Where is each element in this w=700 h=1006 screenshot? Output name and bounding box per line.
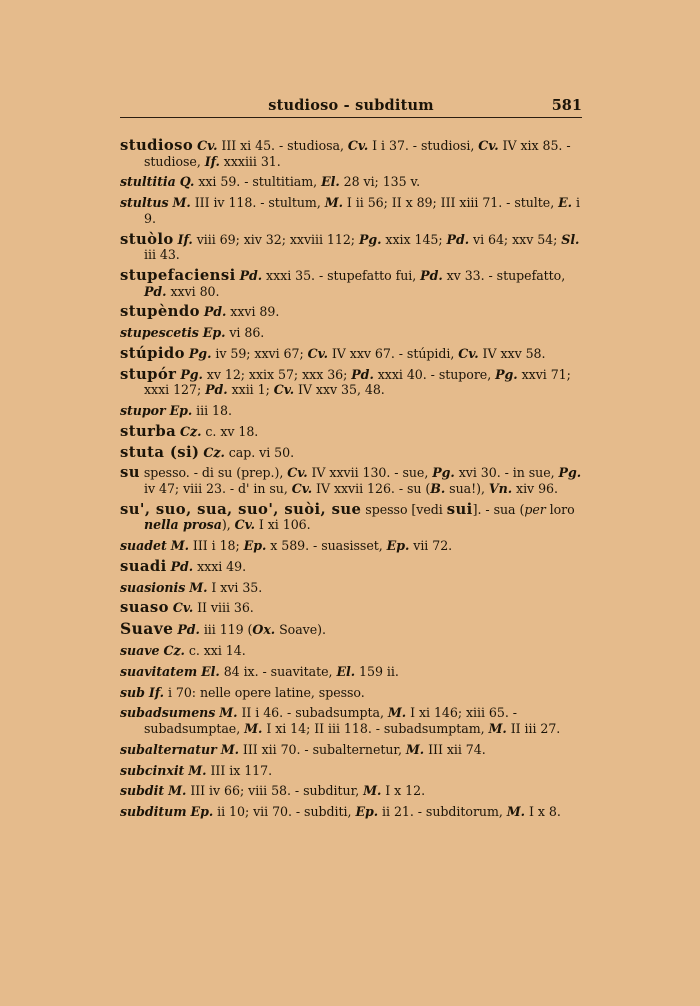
entry-text: Pd. [170,558,194,574]
entry-text: Cv. [478,138,499,153]
entry-text: Vn. [488,480,513,496]
entry-text: Pd. [446,231,470,247]
entry-text: Q. [179,174,195,190]
entry-text: B. [430,480,446,496]
entry-headword: sub [120,684,145,700]
entry-text: M. [488,720,507,736]
entry-text: spesso [vedi [361,501,447,517]
entry-text: Pg. [432,465,455,481]
entry-text: Soave). [275,622,326,638]
dictionary-entry [120,174,582,190]
entry-text: Ep. [169,403,193,418]
entry-text: 84 ix. - suavitate, [219,663,337,679]
entry-headword: stuta (si) [120,443,200,461]
entry-text: viii 69; xiv 32; xxviii 112; [192,231,359,247]
entry-text: 159 ii. [355,663,399,679]
entry-text: spesso. - di su (prep.), [139,465,288,481]
dictionary-entry [120,763,582,779]
entry-headword: stupefaciensi [120,266,236,284]
dictionary-entry [120,138,582,169]
entry-text: Cv. [458,345,479,361]
running-header [120,97,582,118]
entry-text: iii 18. [192,403,232,418]
dictionary-entry [120,621,582,638]
entry-text: sui [446,500,473,518]
entry-text: ii 10; vii 70. - subditi, [213,804,356,820]
dictionary-entry [120,685,582,701]
entry-text: per [524,501,546,517]
entry-text: Cz. [203,444,225,460]
entry-text: If. [204,153,220,169]
entry-text: I ii 56; II x 89; III xiii 71. - stulte, [342,195,559,211]
dictionary-entry [120,643,582,659]
entry-text: Ep. [190,804,214,820]
entry-text: Pg. [358,231,382,247]
entry-headword: subcinxit [120,762,185,778]
entry-text: E. [558,195,572,211]
dictionary-entry [120,424,582,440]
entry-text: I xvi 35. [207,579,263,595]
entry-text: I xi 106. [254,517,311,533]
entry-text: I x 12. [381,783,426,799]
dictionary-entry [120,232,582,263]
entry-text: IV xxvii 126. - su ( [312,480,431,496]
entry-text: Ep. [355,804,379,820]
entry-text: Pg. [180,366,203,382]
entry-headword: Suave [120,619,174,639]
entry-text: Cv. [291,480,313,496]
entry-text: M. [188,762,207,778]
entry-text: IV xxv 35, 48. [294,382,385,398]
entry-headword: stupescetis [120,325,199,341]
entry-text: Ox. [252,622,276,638]
entry-text: cap. vi 50. [224,444,295,460]
dictionary-entry [120,580,582,596]
entry-text: Pd. [205,382,228,398]
entry-text: vi 86. [225,325,265,341]
entry-headword: subdit [120,783,165,799]
entry-headword: stupór [120,365,177,383]
entry-text: iii 119 ( [199,622,253,638]
entry-headword: suasionis [120,579,186,595]
entry-text: i 70: nelle opere latine, spesso. [163,684,365,700]
entry-text: xxxi 49. [193,558,247,574]
entry-text: I x 8. [525,804,561,820]
entry-text: M. [189,579,208,595]
entry-text: Cz. [180,423,202,439]
entry-headword: stúpido [120,344,185,362]
entry-text: Sl. [561,231,580,247]
entry-text: M. [219,705,238,721]
entry-text: M. [363,783,382,799]
dictionary-entry [120,538,582,554]
entry-text: IV xxv 67. - stúpidi, [327,345,459,361]
entry-text: Cv. [234,517,255,533]
entry-text: ]. - sua ( [472,501,525,517]
entry-text: III ix 117. [206,762,273,778]
dictionary-entry [120,445,582,461]
entry-text: M. [506,804,526,820]
entry-text: M. [168,783,187,799]
entry-text: xv 12; xxix 57; xxx 36; [202,366,352,382]
entry-text: II iii 27. [506,720,561,736]
entry-headword: stultus [120,195,169,211]
entry-text: Cv. [347,138,369,153]
dictionary-entry [120,268,582,299]
dictionary-entry [120,325,582,341]
entry-text: c. xxi 14. [184,643,246,658]
entry-text: Pg. [558,465,582,481]
entry-text: II i 46. - subadsumpta, [237,705,388,721]
entry-text: xxxiii 31. [219,153,281,169]
entry-text: vii 72. [409,538,453,554]
entry-text: II viii 36. [193,600,254,616]
entry-text: Pd. [239,267,263,283]
entry-headword: subditum [120,804,187,820]
entry-headword: suadet [120,538,167,554]
entry-text: Pd. [420,267,443,283]
entry-text: M. [324,195,343,211]
entry-text: M. [244,720,263,736]
entry-text: If. [148,684,164,700]
entry-text: III iv 118. - stultum, [190,195,325,211]
entry-headword: subalternatur [120,741,217,757]
entry-text: loro [545,501,575,517]
entry-text: Pg. [188,345,212,361]
entry-headword: stupor [120,403,166,418]
entry-text: xxvi 80. [166,283,220,299]
entry-text: xxxi 35. - stupefatto fui, [262,267,421,283]
header-title: studioso - subditum [268,97,434,114]
entry-headword: stuòlo [120,230,174,248]
entry-text: xxxi 40. - stupore, [373,366,496,382]
entry-headword: suadi [120,557,167,575]
entry-text: xxvi 89. [226,304,280,320]
dictionary-entry [120,195,582,226]
entry-headword: sturba [120,422,177,440]
entry-text: III xii 70. - subalternetur, [238,741,406,757]
entry-text: xxvi 71; xxxi 127; [144,366,571,398]
entry-text: M. [405,741,425,757]
entry-text: El. [336,663,356,679]
entry-text: Pd. [144,283,167,299]
entry-text: Cv. [273,382,295,398]
dictionary-entry [120,705,582,736]
dictionary-entry [120,600,582,616]
entry-headword: subadsumens [120,705,216,721]
entry-headword: su', suo, sua, suo', suòi, sue [120,500,362,518]
entry-headword: stupèndo [120,303,200,321]
dictionary-entry [120,664,582,680]
entry-text: IV xxv 58. [478,345,546,361]
entry-text: iii 43. [144,247,180,263]
page-number: 581 [551,97,582,114]
entry-text: Pd. [351,366,374,382]
entry-text: III xi 45. - studiosa, [217,138,348,153]
entry-text: Ep. [386,538,410,554]
dictionary-entry [120,742,582,758]
entry-text: IV xix 85. - studiose, [144,138,571,169]
dictionary-entry [120,804,582,820]
entry-text: xvi 30. - in sue, [454,465,559,481]
dictionary-entry [120,304,582,320]
entry-text: Pg. [495,366,518,382]
dictionary-entry [120,559,582,575]
entry-text: iv 47; viii 23. - d' in su, [144,480,292,496]
entry-text: M. [172,195,191,211]
dictionary-entry [120,502,582,533]
entry-text: El. [321,174,340,190]
dictionary-entry [120,403,582,419]
entry-headword: stultitia [120,174,176,190]
entry-text: iv 59; xxvi 67; [211,345,308,361]
entry-text: xxix 145; [381,231,447,247]
entry-text: III xii 74. [424,741,486,757]
entry-text: Cv. [287,465,308,481]
entry-text: Pd. [177,622,200,638]
entry-text: x 589. - suasisset, [266,538,387,554]
dictionary-entry [120,346,582,362]
entry-text: III iv 66; viii 58. - subditur, [186,783,364,799]
entry-headword: suaso [120,599,169,617]
entry-text: Pd. [203,304,227,320]
entry-text: M. [170,538,189,554]
entry-text: sua!), [445,480,489,496]
entry-text: xv 33. - stupefatto, [442,267,566,283]
entry-headword: studioso [120,137,194,154]
entry-text: I i 37. - studiosi, [368,138,479,153]
entry-text: El. [201,663,220,679]
entry-text: Cz. [163,643,185,658]
entry-text: Ep. [243,538,267,554]
entry-text: I xi 146; xiii 65. - subadsumptae, [144,705,517,736]
entry-text: I xi 14; II iii 118. - subadsumptam, [262,720,489,736]
entry-text: M. [220,741,239,757]
entry-list [120,138,582,825]
entry-text: ii 21. - subditorum, [378,804,507,820]
entry-text: vi 64; xxv 54; [469,231,562,247]
entry-text: xxi 59. - stultitiam, [194,174,322,190]
entry-text: 28 vi; 135 v. [339,174,421,190]
entry-text: Ep. [202,325,226,341]
entry-headword: su [120,464,140,482]
entry-text: Cv. [172,600,194,616]
entry-text: xiv 96. [512,480,558,496]
entry-headword: suave [120,643,160,658]
entry-text: If. [177,231,193,247]
entry-text: Cv. [197,138,218,153]
entry-text: Cv. [307,345,328,361]
dictionary-entry [120,465,582,496]
entry-headword: suavitatem [120,663,198,679]
dictionary-entry [120,783,582,799]
entry-text: xxii 1; [227,382,274,398]
entry-text: M. [387,705,407,721]
dictionary-entry [120,367,582,398]
entry-text: nella prosa [144,517,222,533]
entry-text: ), [221,517,235,533]
entry-text: c. xv 18. [201,423,259,439]
entry-text: III i 18; [188,538,244,554]
entry-text: IV xxvii 130. - sue, [307,465,433,481]
entry-text: i 9. [144,195,580,226]
